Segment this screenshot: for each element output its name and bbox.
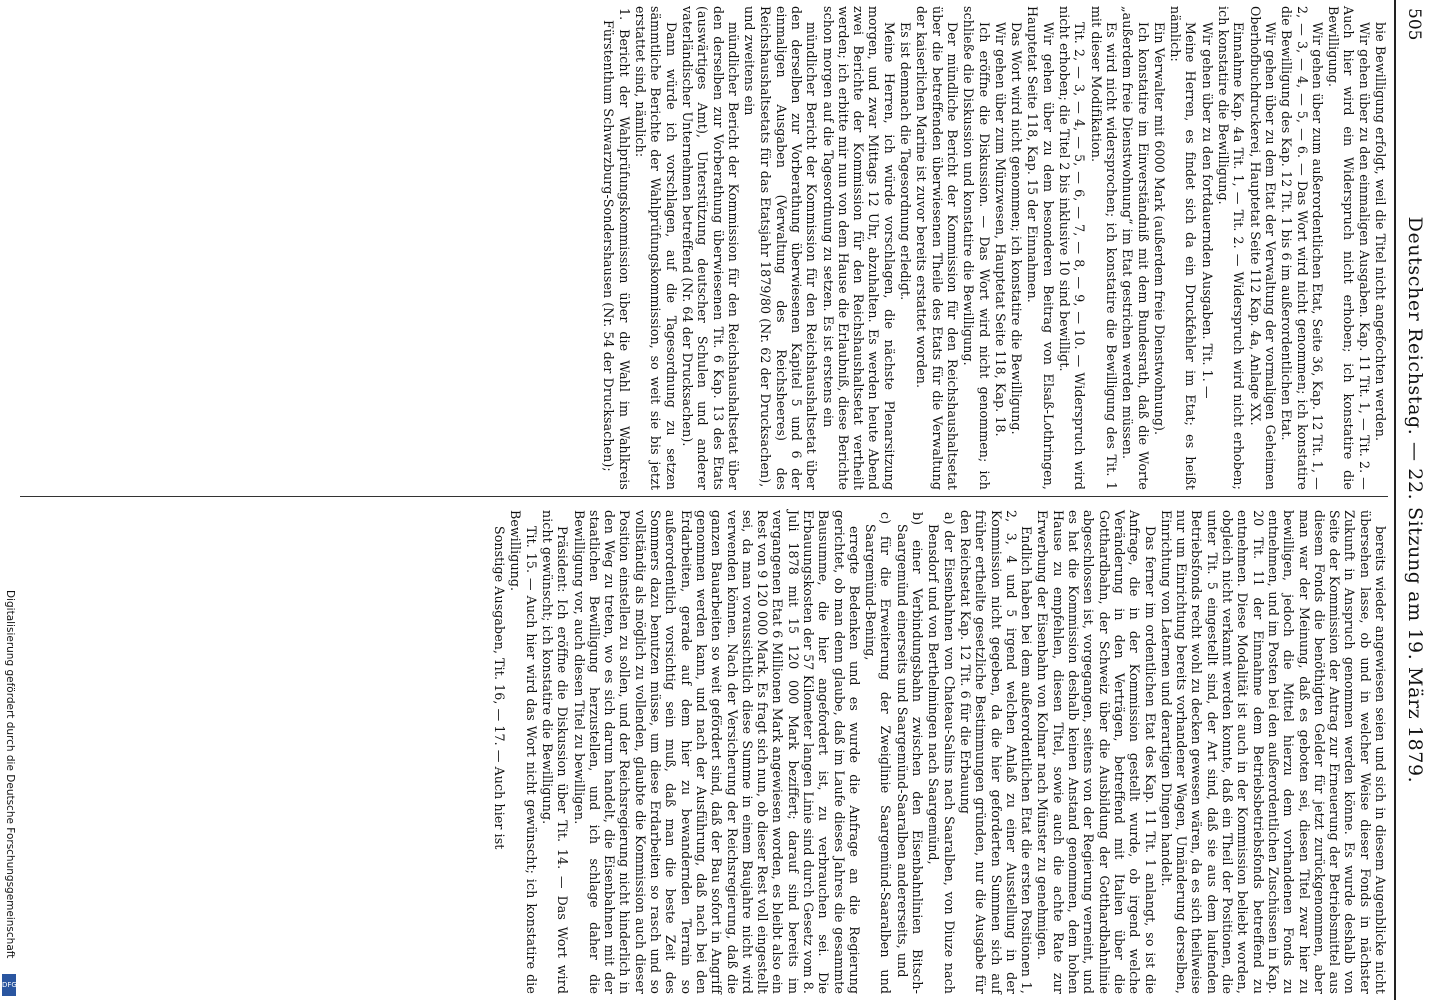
paragraph: Endlich haben bei dem außerordentlichen Etat die ersten Positionen 1, 2, 3, 4 und 5 irgend welchen Anlaß zu einer Ausstellung in der Kommission nicht gegeben, da die hier geforderten Summen sich auf früher ertheilte gesetzliche Bestimmungen gründen, nur die Ausgabe für den Reichsetat Kap. 12 Tit. 6 für die Erbauung — [957, 510, 1035, 994]
page-number: 505 — [1404, 8, 1424, 41]
paragraph: 1. Bericht der Wahlprüfungskommission über die Wahl im Wahlkreis Fürstenthum Schwarzburg-Sondershausen (Nr. 54 der Drucksachen); — [601, 8, 632, 490]
paragraph: Meine Herren, ich würde vorschlagen, die nächste Plenarsitzung morgen, und zwar Mittags 12 Uhr, abzuhalten. Es werden heute Abend zwei Berichte der Kommission für den Reichshaushaltsetat vertheilt werden; ich erbitte mir nun von dem Hause die Erlaubniß, diese Berichte schon morgen auf die Tagesordnung zu setzen. Es ist erstens ein — [820, 6, 897, 490]
running-title: Deutscher Reichstag. — 22. Sitzung am 19. März 1879. — [1404, 216, 1426, 784]
text-column-right — [491, 510, 1388, 994]
paragraph: Ein Verwalter mit 6000 Mark (außerdem freie Dienstwohnung). — [1151, 22, 1167, 436]
paragraph: Der mündliche Bericht der Kommission für den Reichshaushaltsetat über die betreffenden überwiesenen Theile des Etats für die Verwaltung der kaiserlichen Marine ist zuvor bereits erstattet worden. — [914, 6, 960, 490]
paragraph: und zweitens ein — [742, 6, 758, 116]
paragraph: Wir gehen über zum Münzwesen, Hauptetat Seite 118, Kap. 18. — [992, 22, 1008, 437]
paragraph: Es wird nicht widersprochen; ich konstatire die Bewilligung des Tit. 1 mit dieser Modifikation. — [1088, 6, 1119, 490]
paragraph: b) einer Verbindungsbahn zwischen den Eisenbahnlinien Bitsch-Saargemünd einerseits und Saargemünd-Saaralben andererseits, und — [894, 512, 926, 994]
paragraph: Einnahme Kap. 4a Tit. 1, — Tit. 2. — Widerspruch wird nicht erhoben; ich konstatire die Bewilligung. — [1216, 6, 1247, 490]
paragraph: Das Wort wird nicht genommen; ich konstatire die Bewilligung. — [1009, 22, 1025, 435]
paragraph: Ich eröffne die Diskussion. — Das Wort wird nicht genommen; ich schließe die Diskussion und konstatire die Bewilligung. — [961, 6, 992, 490]
paragraph: Tit. 2, — 3, — 4, — 5, — 6, — 7, — 8, — 9, — 10. — Widerspruch wird nicht erhoben; die Titel 2 bis inklusive 10 sind bewilligt. — [1057, 6, 1088, 490]
paragraph: Das ferner im ordentlichen Etat des Kap. 11 Tit. 1 anlangt, so ist die Anfrage, die in der Kommission gestellt wurde, ob irgend welche Veränderung in den Verträgen, betreffend mit Italien über die Gotthardbahn, der Schweiz über die Ausbildung der Gotthardbahnlinie abgeschlossen ist, vorgegangen, seitens von der Regierung verneint, und es hat die Kommission deshalb keinen Anstand genommen, dem hohen Hause zu empfehlen, diesen Titel, sowie auch die achte Rate zur Erwerbung der Eisenbahn von Kolmar nach Münster zu genehmigen. — [1035, 510, 1158, 994]
paragraph: Tit. 15. — Auch hier wird das Wort nicht gewünscht; ich konstatire die Bewilligung. — [508, 510, 539, 994]
paragraph: Wir gehen über zu den fortdauernden Ausgaben. Tit. 1. — — [1199, 22, 1215, 399]
paragraph: Präsident: Ich eröffne die Diskussion über Tit. 14. — Das Wort wird nicht gewünscht; ich konstatire die Bewilligung. — [539, 510, 571, 994]
paragraph: Wir gehen über zum außerordentlichen Etat, Seite 36, Kap. 12 Tit. 1, — 2, — 3, — 4, — 5, — 6. — Das Wort wird nicht genommen; ich konstatire die Bewilligung des Kap. 12 Tit. 1 bis 6 im außerordentlichen Etat. — [1279, 6, 1325, 490]
paragraph: bie Bewilligung erfolgt, weil die Titel nicht angefochten werden. — [1373, 22, 1388, 442]
text-column-left — [600, 6, 1388, 490]
paragraph: Meine Herren, es findet sich da ein Druckfehler im Etat; es heißt nämlich: — [1168, 6, 1199, 490]
dfg-logo: DFG — [2, 974, 16, 996]
paragraph: Wir gehen über zu den einmaligen Ausgaben. Kap. 11 Tit. 1, — Tit. 2. — Auch hier wird ein Widerspruch nicht erhoben; ich konstatire die Bewilligung. — [1326, 6, 1372, 490]
paragraph: c) für die Erweiterung der Zweiglinie Saargemünd-Saaralben und Saargemünd-Bening, — [863, 512, 894, 994]
paragraph: Dann würde ich vorschlagen, auf die Tagesordnung zu setzen sämmtliche Berichte der Wahlprüfungskommission, so weit sie bis jetzt erstattet sind, nämlich: — [633, 6, 679, 490]
paragraph: Sonstige Ausgaben, Tit. 16, — 17. — Auch hier ist — [492, 526, 508, 850]
page-header — [1398, 0, 1428, 1000]
column-divider — [20, 496, 1388, 497]
paragraph: Wir gehen über zu dem besonderen Beitrag von Elsaß-Lothringen, Hauptetat Seite 118, Kap. 15 der Einnahmen. — [1025, 6, 1056, 490]
paragraph: Wir gehen über zu dem Etat der Verwaltung der vormaligen Geheimen Oberhofbuchdruckerei, Hauptetat Seite 112 Kap. 4a, Anlage XX. — [1247, 6, 1278, 490]
header-rule — [1394, 0, 1396, 1000]
paragraph: mündlicher Bericht der Kommission für den Reichshaushaltsetat über den derselben zur Vorberathung überwiesenen Kapitel 5 und 6 der einmaligen Ausgaben (Verwaltung des Reichsheeres) des Reichshaushaltsetats für das Etatsjahr 1879/80 (Nr. 62 der Drucksachen), — [758, 6, 820, 490]
paragraph: Ich konstatire im Einverständniß mit dem Bundesrath, daß die Worte „außerdem freie Dienstwohnung“ im Etat gestrichen werden müssen. — [1120, 6, 1151, 490]
paragraph: Es ist demnach die Tagesordnung erledigt. — [898, 22, 914, 301]
paragraph: a) der Eisenbahnen von Chateau-Salins nach Saaralben, von Diuze nach Bensdorf und von Berthelmingen nach Saargemünd, — [926, 512, 957, 994]
digitization-credit — [2, 590, 16, 1000]
credit-text: Digitalisierung gefördert durch die Deutsche Forschungsgemeinschaft — [4, 590, 16, 959]
paragraph: bereits wieder angewiesen seien und sich in diesem Augenblicke nicht übersehen lasse, ob und in welcher Weise dieser Fonds in nächster Zukunft in Anspruch genommen werden könne. Es wurde deshalb von Seite der Kommission der Antrag zur Erneuerung der Betriebsmittel aus diesem Fonds die benöthigten Gelder für jetzt zurückgenommen, aber man war der Meinung, daß es geboten sei, diesen Titel zwar hier zu bewilligen, jedoch die Mittel hierzu dem vorhandenen Fonds zu entnehmen, und im Posten bei den außerordentlichen Zuschüssen in Kap. 20 Tit. 11 der Einnahme dem Betriebsbetriebsfonds betreffend zu entnehmen. Diese Modalität ist auch in der Kommission beliebt worden, obgleich nicht verkannt werden konnte, daß ein Theil der Positionen, die unter Tit. 5 eingestellt sind, der Art sind, daß sie aus dem laufenden Betriebsfonds recht wohl zu decken gewesen wären, da es sich theilweise nur um Einrichtung bereits vorhandener Wagen, Umänderung derselben, Einrichtung von Laternen und derartigen Dingen handelt. — [1158, 510, 1388, 994]
paragraph: mündlicher Bericht der Kommission für den Reichshaushaltsetat über den derselben zur Vorberathung überwiesenen Tit. 6 Kap. 13 des Etats (auswärtiges Amt), Unterstützung deutscher Schulen und anderer vaterländischer Unternehmen betreffend (Nr. 64 der Drucksachen). — [679, 6, 741, 490]
paragraph: erregte Bedenken und es wurde die Anfrage an die Regierung gerichtet, ob man denn glaube, daß im Laufe dieses Jahres die gesammte Bausumme, die hier angefordert ist, zu verbrauchen sei. Die Erbauungskosten der 57 Kilometer langen Linie sind durch Gesetz vom 8. Juli 1878 mit 15 120 000 Mark beziffert; darauf sind bereits im vergangenen Etat 6 Millionen Mark angewiesen worden, es bleibt also ein Rest von 9 120 000 Mark. Es fragt sich nun, ob dieser Rest voll eingestellt sei, da man voraussichtlich diese Summe in einem Baujahre nicht wird verwenden können. Nach der Versicherung der Reichsregierung, daß die ganzen Bauarbeiten so weit gefördert sind, daß der Bau sofort in Angriff genommen werden kann, und nach der Ausführung, daß nach bei den Erdarbeiten, gerade auf dem hier zu bewandernden Terrain so außerordentlich vorsichtig sein muß, daß man die beste Zeit des Sommers dazu benutzen müsse, um diese Erdarbeiten so rasch und so vollständig als möglich zu vollenden, glaubte die Kommission auch dieser Position einstellen zu sollen, und der Reichsregierung nicht hinderlich in den Weg zu treten, wo es sich darum handelt, die Eisenbahnen mit der staatlichen Bewilligung herzustellen, und ich schlage daher die Bewilligung vor, auch diesen Titel zu bewilligen. — [571, 510, 862, 994]
